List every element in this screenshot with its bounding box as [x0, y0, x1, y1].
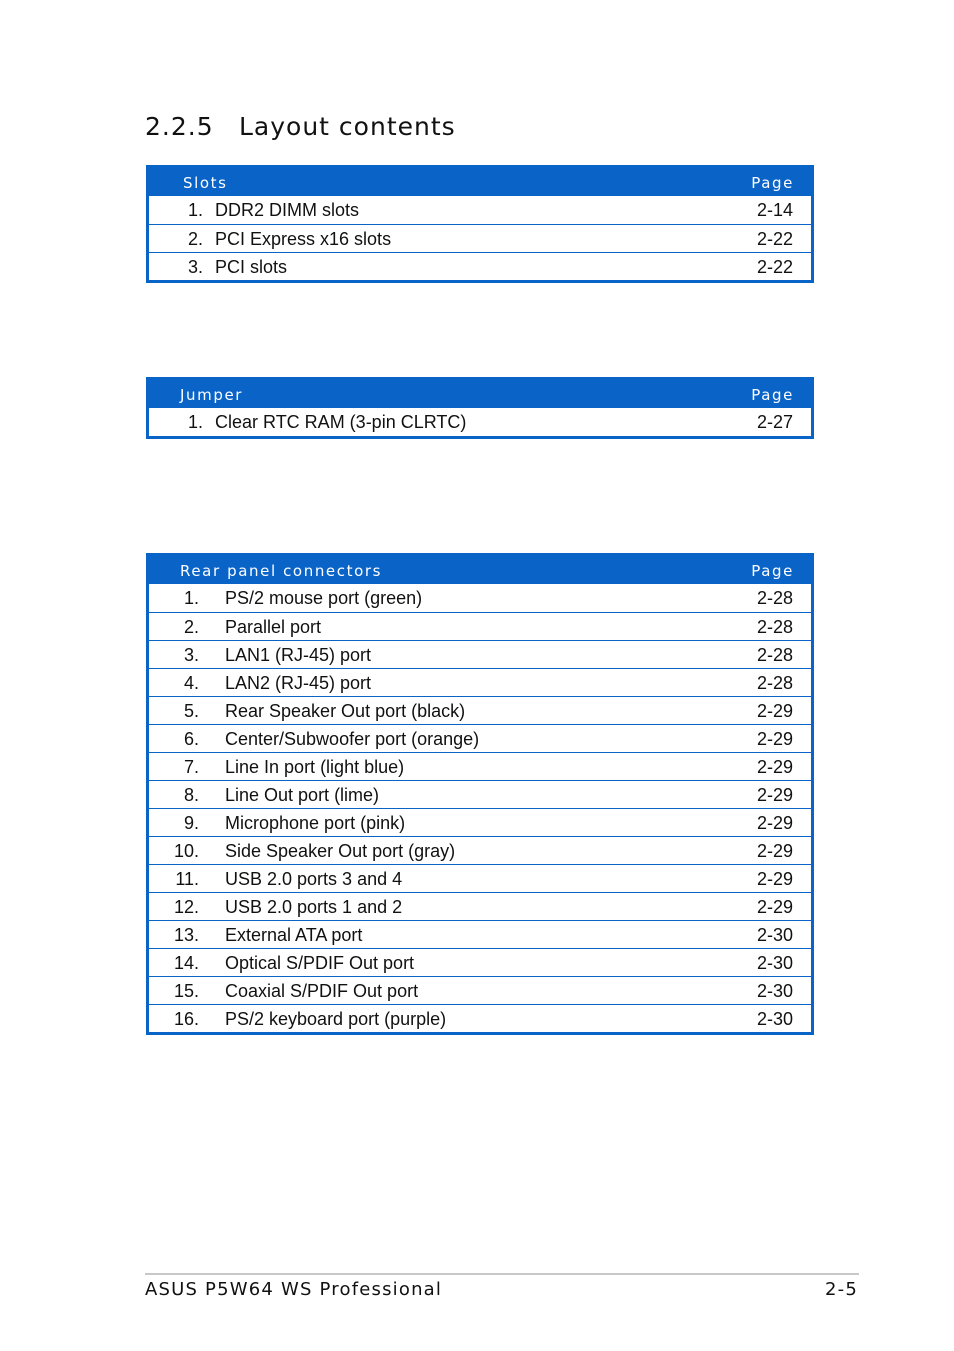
row-number: 8.: [183, 785, 199, 805]
row-label: LAN2 (RJ-45) port: [225, 673, 372, 693]
table-row: [149, 752, 811, 780]
row-number: 1.: [183, 588, 199, 608]
row-page: 2-29: [756, 757, 793, 777]
row-page: 2-22: [756, 229, 793, 249]
row-page: 2-29: [756, 785, 793, 805]
row-number: 15.: [173, 981, 199, 1001]
row-label: USB 2.0 ports 1 and 2: [225, 897, 403, 917]
row-label: Optical S/PDIF Out port: [225, 953, 415, 973]
row-number: 12.: [173, 897, 199, 917]
table-row: [149, 808, 811, 836]
slots-table: [146, 165, 814, 283]
jumper-header-label: Jumper: [180, 386, 244, 404]
slots-page-header: Page: [751, 174, 794, 192]
rear-panel-table: [146, 553, 814, 1035]
table-row: [149, 1004, 811, 1032]
row-number: 16.: [173, 1009, 199, 1029]
row-number: 1.: [187, 200, 203, 220]
row-label: PCI slots: [215, 257, 288, 277]
row-label: Microphone port (pink): [225, 813, 406, 833]
jumper-table: [146, 377, 814, 439]
row-label: USB 2.0 ports 3 and 4: [225, 869, 403, 889]
row-number: 7.: [183, 757, 199, 777]
row-page: 2-14: [756, 200, 793, 220]
table-row: [149, 640, 811, 668]
row-page: 2-28: [756, 673, 793, 693]
table-row: [149, 196, 811, 224]
row-label: PS/2 mouse port (green): [225, 588, 423, 608]
row-page: 2-29: [756, 869, 793, 889]
table-row: [149, 584, 811, 612]
row-number: 1.: [187, 412, 203, 432]
rear-panel-table-body: [149, 584, 811, 1032]
row-label: Center/Subwoofer port (orange): [225, 729, 480, 749]
row-number: 5.: [183, 701, 199, 721]
row-label: Parallel port: [225, 617, 322, 637]
section-title: Layout contents: [239, 112, 456, 141]
rear-panel-page-header: Page: [751, 562, 794, 580]
jumper-page-header: Page: [751, 386, 794, 404]
row-number: 13.: [173, 925, 199, 945]
footer-product-name: ASUS P5W64 WS Professional: [145, 1279, 443, 1300]
row-page: 2-27: [756, 412, 793, 432]
row-label: DDR2 DIMM slots: [215, 200, 360, 220]
row-number: 2.: [187, 229, 203, 249]
table-row: [149, 724, 811, 752]
jumper-table-header: [149, 377, 811, 408]
table-row: [149, 612, 811, 640]
row-label: Clear RTC RAM (3-pin CLRTC): [215, 412, 467, 432]
row-page: 2-28: [756, 645, 793, 665]
row-label: Line In port (light blue): [225, 757, 405, 777]
table-row: [149, 920, 811, 948]
row-page: 2-29: [756, 813, 793, 833]
row-label: Coaxial S/PDIF Out port: [225, 981, 419, 1001]
slots-table-header: [149, 165, 811, 196]
row-label: Line Out port (lime): [225, 785, 380, 805]
row-page: 2-29: [756, 701, 793, 721]
row-page: 2-29: [756, 729, 793, 749]
table-row: [149, 408, 811, 436]
row-label: PS/2 keyboard port (purple): [225, 1009, 447, 1029]
table-row: [149, 696, 811, 724]
jumper-table-body: [149, 408, 811, 436]
row-page: 2-30: [756, 953, 793, 973]
row-number: 2.: [183, 617, 199, 637]
row-page: 2-30: [756, 925, 793, 945]
slots-header-label: Slots: [183, 174, 228, 192]
table-row: [149, 668, 811, 696]
row-number: 10.: [173, 841, 199, 861]
rear-panel-table-header: [149, 553, 811, 584]
table-row: [149, 224, 811, 252]
row-page: 2-28: [756, 588, 793, 608]
footer-divider: [145, 1273, 859, 1275]
table-row: [149, 892, 811, 920]
row-page: 2-30: [756, 981, 793, 1001]
row-page: 2-29: [756, 897, 793, 917]
table-row: [149, 864, 811, 892]
table-row: [149, 780, 811, 808]
table-row: [149, 836, 811, 864]
rear-panel-header-label: Rear panel connectors: [180, 562, 383, 580]
row-label: Side Speaker Out port (gray): [225, 841, 456, 861]
row-page: 2-28: [756, 617, 793, 637]
row-number: 14.: [173, 953, 199, 973]
section-number: 2.2.5: [145, 112, 214, 141]
row-label: External ATA port: [225, 925, 363, 945]
row-number: 11.: [175, 869, 199, 889]
row-number: 4.: [183, 673, 199, 693]
footer-page-number: 2-5: [825, 1279, 858, 1300]
section-heading: [145, 112, 456, 141]
row-label: LAN1 (RJ-45) port: [225, 645, 372, 665]
row-number: 6.: [183, 729, 199, 749]
row-page: 2-29: [756, 841, 793, 861]
slots-table-body: [149, 196, 811, 280]
row-page: 2-30: [756, 1009, 793, 1029]
row-page: 2-22: [756, 257, 793, 277]
row-label: PCI Express x16 slots: [215, 229, 392, 249]
row-number: 3.: [187, 257, 203, 277]
row-number: 3.: [183, 645, 199, 665]
table-row: [149, 976, 811, 1004]
row-number: 9.: [183, 813, 199, 833]
row-label: Rear Speaker Out port (black): [225, 701, 466, 721]
table-row: [149, 252, 811, 280]
table-row: [149, 948, 811, 976]
